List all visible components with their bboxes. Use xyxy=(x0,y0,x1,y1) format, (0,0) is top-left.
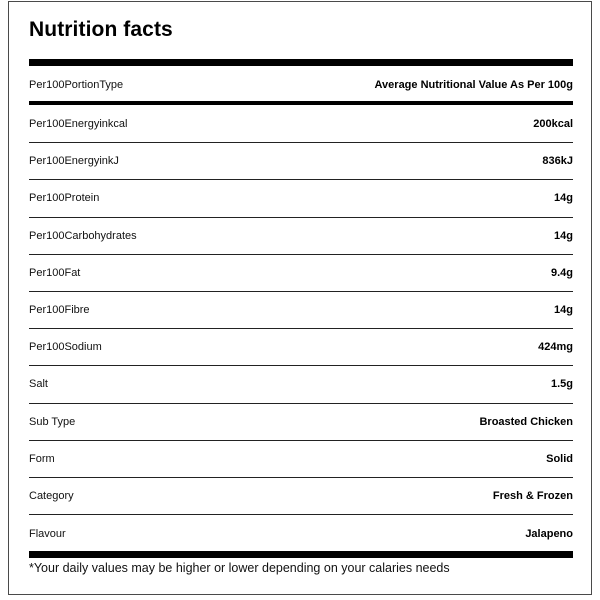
row-value: 424mg xyxy=(538,341,573,354)
row-value: 9.4g xyxy=(550,266,573,279)
row-value: 1.5g xyxy=(550,378,573,391)
row-sodium xyxy=(29,329,573,366)
portion-type-value: Average Nutritional Value As Per 100g xyxy=(374,79,573,91)
bottom-thick-divider xyxy=(29,551,573,558)
row-label: Per100Fat xyxy=(29,266,81,279)
row-category xyxy=(29,478,573,515)
row-form xyxy=(29,441,573,478)
row-value: 14g xyxy=(554,192,573,205)
row-label: Flavour xyxy=(29,527,66,540)
row-fibre xyxy=(29,292,573,329)
row-value: 14g xyxy=(554,304,573,317)
row-value: Jalapeno xyxy=(525,527,573,540)
row-carbohydrates xyxy=(29,218,573,255)
portion-type-row xyxy=(29,68,573,102)
row-value: 200kcal xyxy=(533,118,573,131)
row-fat xyxy=(29,255,573,292)
row-value: 14g xyxy=(554,229,573,242)
row-value: 836kJ xyxy=(542,155,573,168)
row-value: Solid xyxy=(546,452,573,465)
nutrition-rows xyxy=(29,106,573,552)
row-label: Per100EnergyinkJ xyxy=(29,155,119,168)
row-sub-type xyxy=(29,404,573,441)
row-label: Form xyxy=(29,452,55,465)
portion-type-label: Per100PortionType xyxy=(29,79,124,91)
panel-title: Nutrition facts xyxy=(29,18,173,41)
row-energy-kj xyxy=(29,143,573,180)
row-label: Per100Energyinkcal xyxy=(29,118,128,131)
row-label: Category xyxy=(29,489,74,502)
row-value: Fresh & Frozen xyxy=(492,489,573,502)
header-divider xyxy=(29,101,573,105)
row-flavour xyxy=(29,515,573,552)
row-protein xyxy=(29,180,573,217)
row-value: Broasted Chicken xyxy=(479,415,573,428)
row-label: Salt xyxy=(29,378,48,391)
row-label: Per100Fibre xyxy=(29,304,90,317)
row-label: Sub Type xyxy=(29,415,76,428)
row-label: Per100Carbohydrates xyxy=(29,229,137,242)
daily-values-footnote: *Your daily values may be higher or lower depending on your calaries needs xyxy=(29,561,450,575)
row-label: Per100Sodium xyxy=(29,341,102,354)
row-energy-kcal xyxy=(29,106,573,143)
nutrition-facts-panel xyxy=(8,1,592,595)
row-salt xyxy=(29,366,573,403)
top-thick-divider xyxy=(29,59,573,66)
row-label: Per100Protein xyxy=(29,192,100,205)
